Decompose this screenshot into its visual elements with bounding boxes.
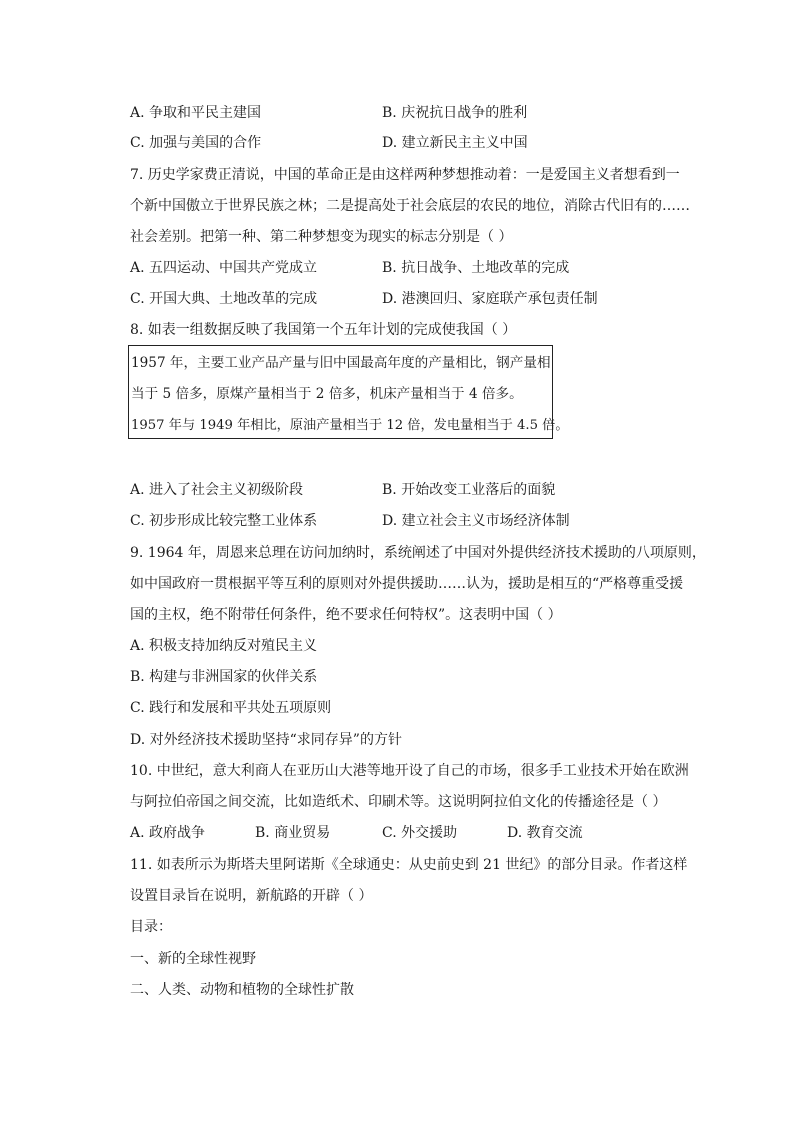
q11-stem-line-2: 设置目录旨在说明，新航路的开辟（ ） <box>130 888 373 904</box>
q8-option-b: B. 开始改变工业落后的面貌 <box>382 482 556 498</box>
q11-toc-item-1: 一、新的全球性视野 <box>130 951 256 967</box>
q11-toc-label: 目录： <box>130 919 172 935</box>
q8-table-line-2: 当于 5 倍多，原煤产量相当于 2 倍多，机床产量相当于 4 倍多。 <box>131 386 523 402</box>
q10-option-c: C. 外交援助 <box>382 825 458 841</box>
q7-stem-line-3: 社会差别。把第一种、第二种梦想变为现实的标志分别是（ ） <box>130 229 513 245</box>
q9-stem-line-1: 9. 1964 年，周恩来总理在访问加纳时，系统阐述了中国对外提供经济技术援助的八项原则， <box>130 545 706 561</box>
q8-data-table <box>128 345 569 439</box>
q6-option-a: A. 争取和平民主建国 <box>130 105 262 121</box>
q6-option-c: C. 加强与美国的合作 <box>130 135 262 151</box>
q8-option-a: A. 进入了社会主义初级阶段 <box>130 482 304 498</box>
q6-option-b: B. 庆祝抗日战争的胜利 <box>382 105 528 121</box>
q7-option-c: C. 开国大典、土地改革的完成 <box>130 291 318 307</box>
q11-toc-item-2: 二、人类、动物和植物的全球性扩散 <box>130 982 354 998</box>
q8-option-c: C. 初步形成比较完整工业体系 <box>130 513 318 529</box>
q9-stem-line-3: 国的主权，绝不附带任何条件，绝不要求任何特权”。这表明中国（ ） <box>130 607 562 623</box>
q7-option-a: A. 五四运动、中国共产党成立 <box>130 260 318 276</box>
q10-option-b: B. 商业贸易 <box>255 825 331 841</box>
q8-option-d: D. 建立社会主义市场经济体制 <box>382 513 570 529</box>
q10-stem-line-1: 10. 中世纪，意大利商人在亚历山大港等地开设了自己的市场，很多手工业技术开始在欧洲 <box>130 763 689 779</box>
q11-stem-line-1: 11. 如表所示为斯塔夫里阿诺斯《全球通史：从史前史到 21 世纪》的部分目录。作者这样 <box>130 857 688 873</box>
q9-option-b: B. 构建与非洲国家的伙伴关系 <box>130 669 318 685</box>
q10-option-d: D. 教育交流 <box>507 825 583 841</box>
q10-option-a: A. 政府战争 <box>130 825 206 841</box>
q9-option-a: A. 积极支持加纳反对殖民主义 <box>130 638 318 654</box>
q8-table-line-1: 1957 年，主要工业产品产量与旧中国最高年度的产量相比，钢产量相 <box>131 355 551 371</box>
q7-option-b: B. 抗日战争、土地改革的完成 <box>382 260 570 276</box>
q8-stem: 8. 如表一组数据反映了我国第一个五年计划的完成使我国（ ） <box>130 322 517 338</box>
q7-stem-line-2: 个新中国傲立于世界民族之林；二是提高处于社会底层的农民的地位，消除古代旧有的…… <box>130 198 690 214</box>
q10-stem-line-2: 与阿拉伯帝国之间交流，比如造纸术、印刷术等。这说明阿拉伯文化的传播途径是（ ） <box>130 794 667 810</box>
q7-stem-line-1: 7. 历史学家费正清说，中国的革命正是由这样两种梦想推动着：一是爱国主义者想看到一 <box>130 167 680 183</box>
q8-table-line-3: 1957 年与 1949 年相比，原油产量相当于 12 倍，发电量相当于 4.5 倍。 <box>131 418 569 433</box>
q6-option-d: D. 建立新民主主义中国 <box>382 135 528 151</box>
q9-option-d: D. 对外经济技术援助坚持“求同存异”的方针 <box>130 732 402 748</box>
q9-stem-line-2: 如中国政府一贯根据平等互利的原则对外提供援助……认为，援助是相互的“严格尊重受援 <box>130 576 684 592</box>
q9-option-c: C. 践行和发展和平共处五项原则 <box>130 700 332 716</box>
q7-option-d: D. 港澳回归、家庭联产承包责任制 <box>382 291 598 307</box>
